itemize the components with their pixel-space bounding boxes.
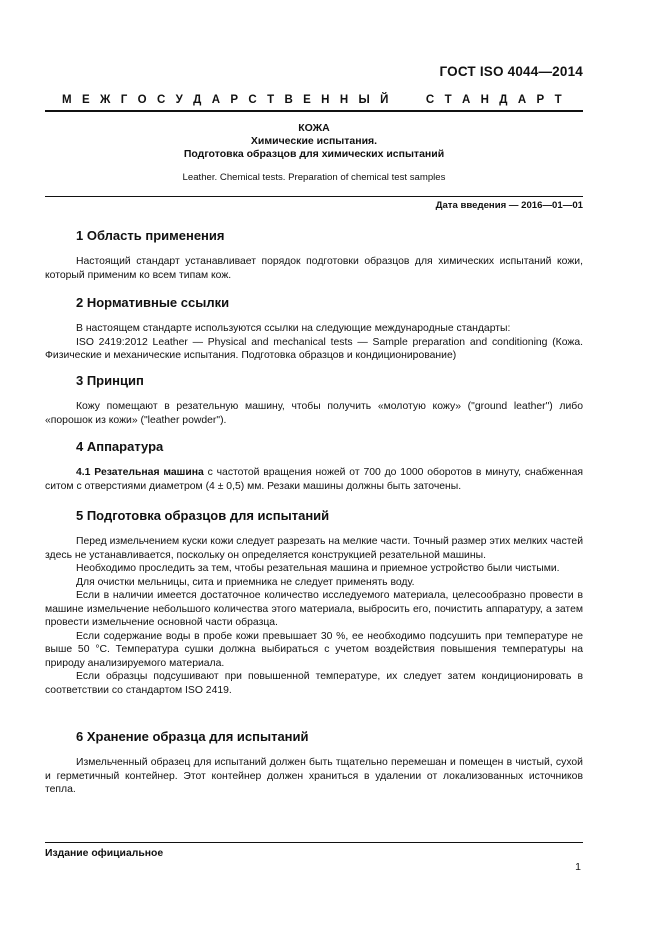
banner-letter: С <box>425 94 435 106</box>
banner-letter <box>412 94 415 106</box>
section-5-paragraph-3: Для очистки мельницы, сита и приемника не следует применять воду. <box>76 576 415 588</box>
section-5-heading: 5 Подготовка образцов для испытаний <box>76 508 330 523</box>
banner-letter: Н <box>339 94 349 106</box>
apparatus-description: с частотой вращения ножей от 700 до 1000 оборотов в минуту, снабженная ситом с отверстиями диаметром (4 ± 0,5) мм. Резаки машины должны быть заточены. <box>45 467 583 492</box>
section-2-body <box>45 322 583 363</box>
banner-letter: У <box>175 94 183 106</box>
section-5-paragraph-2: Необходимо проследить за тем, чтобы резательная машина и приемное устройство были чистыми. <box>76 563 560 574</box>
banner-letter: Е <box>81 94 90 106</box>
section-3-heading: 3 Принцип <box>76 373 144 388</box>
banner-letter: Й <box>380 94 389 106</box>
section-2-paragraph-1: В настоящем стандарте используются ссылки на следующие международные стандарты: <box>76 323 511 334</box>
title-rule <box>45 196 583 197</box>
banner-letter: Г <box>120 94 128 106</box>
section-6-heading: 6 Хранение образца для испытаний <box>76 729 309 744</box>
banner-letter: Н <box>321 94 330 106</box>
english-title: Leather. Chemical tests. Preparation of chemical test samples <box>182 172 446 183</box>
section-2-heading: 2 Нормативные ссылки <box>76 295 230 310</box>
section-3-body <box>45 400 583 427</box>
title-line-1: КОЖА <box>298 122 330 134</box>
banner-letter: Н <box>480 94 489 106</box>
page-number: 1 <box>575 861 581 873</box>
banner-letter: А <box>517 94 527 106</box>
section-6-paragraph: Измельченный образец для испытаний должен быть тщательно перемешан и помещен в чистый, сухой и герметичный контейнер. Этот контейнер должен храниться в удалении от локализованных источников тепла. <box>45 757 583 795</box>
section-3-paragraph: Кожу помещают в резательную машину, чтобы получить «молотую кожу» ("ground leather") либо «порошок из кожи» ("leather powder"). <box>45 401 583 426</box>
footer-rule <box>45 842 583 843</box>
official-edition-label: Издание официальное <box>45 848 164 859</box>
interstate-standard-banner <box>62 94 562 106</box>
banner-letter: Т <box>267 94 275 106</box>
section-4-body <box>45 466 583 493</box>
banner-letter: А <box>211 94 221 106</box>
section-5-paragraph-4: Если в наличии имеется достаточное количество исследуемого материала, целесообразно провести в машине измельчение небольшого количества этого материала, выбросить его, почистить аппаратуру, а затем провести измельчение основной части образца. <box>45 590 583 628</box>
section-2-paragraph-2: ISO 2419:2012 Leather — Physical and mechanical tests — Sample preparation and conditioning (Кожа. Физические и механические испытания. Подготовка образцов и кондиционирование) <box>45 336 583 361</box>
section-4-heading: 4 Аппаратура <box>76 439 164 454</box>
banner-letter: Р <box>536 94 545 106</box>
banner-letter: Т <box>554 94 562 106</box>
title-line-3: Подготовка образцов для химических испытаний <box>183 148 445 160</box>
section-1-heading: 1 Область применения <box>76 228 225 243</box>
banner-letter: А <box>461 94 471 106</box>
standard-number: ГОСТ ISO 4044—2014 <box>439 64 583 79</box>
banner-letter: Т <box>444 94 452 106</box>
introduction-date: Дата введения — 2016—01—01 <box>435 200 583 211</box>
section-5-body <box>45 535 583 697</box>
banner-letter: В <box>284 94 293 106</box>
section-5-paragraph-5: Если содержание воды в пробе кожи превышает 30 %, ее необходимо подсушить при температуре не выше 50 °С. Температура сушки должна выбираться с учетом воздействия повышения температуры на природу анализируемого материала. <box>45 630 583 669</box>
section-1-paragraph: Настоящий стандарт устанавливает порядок подготовки образцов для химических испытаний кожи, который применим ко всем типам кож. <box>45 256 583 281</box>
banner-letter: М <box>62 94 72 106</box>
section-4-paragraph <box>45 466 583 493</box>
banner-letter: Д <box>499 94 508 106</box>
banner-letter <box>399 94 402 106</box>
section-5-paragraph-6: Если образцы подсушивают при повышенной температуре, их следует затем кондиционировать в соответствии со стандартом ISO 2419. <box>45 671 583 696</box>
section-1-body <box>45 255 583 282</box>
banner-letter: С <box>248 94 257 106</box>
title-line-2: Химические испытания. <box>250 135 378 147</box>
banner-letter: Д <box>193 94 202 106</box>
banner-letter: Ы <box>358 94 370 106</box>
apparatus-term: 4.1 Резательная машина <box>76 467 204 478</box>
banner-letter: С <box>156 94 166 106</box>
banner-letter: Е <box>303 94 311 106</box>
section-5-paragraph-1: Перед измельчением куски кожи следует разрезать на мелкие части. Точный размер этих мелких частей здесь не устанавливается, поскольку он определяется конструкцией резательной машины. <box>45 536 583 561</box>
section-6-body <box>45 756 583 797</box>
banner-letter: О <box>137 94 147 106</box>
banner-letter: Ж <box>99 94 111 106</box>
title-block <box>45 122 583 161</box>
header-rule <box>45 110 583 112</box>
banner-letter: Р <box>230 94 239 106</box>
